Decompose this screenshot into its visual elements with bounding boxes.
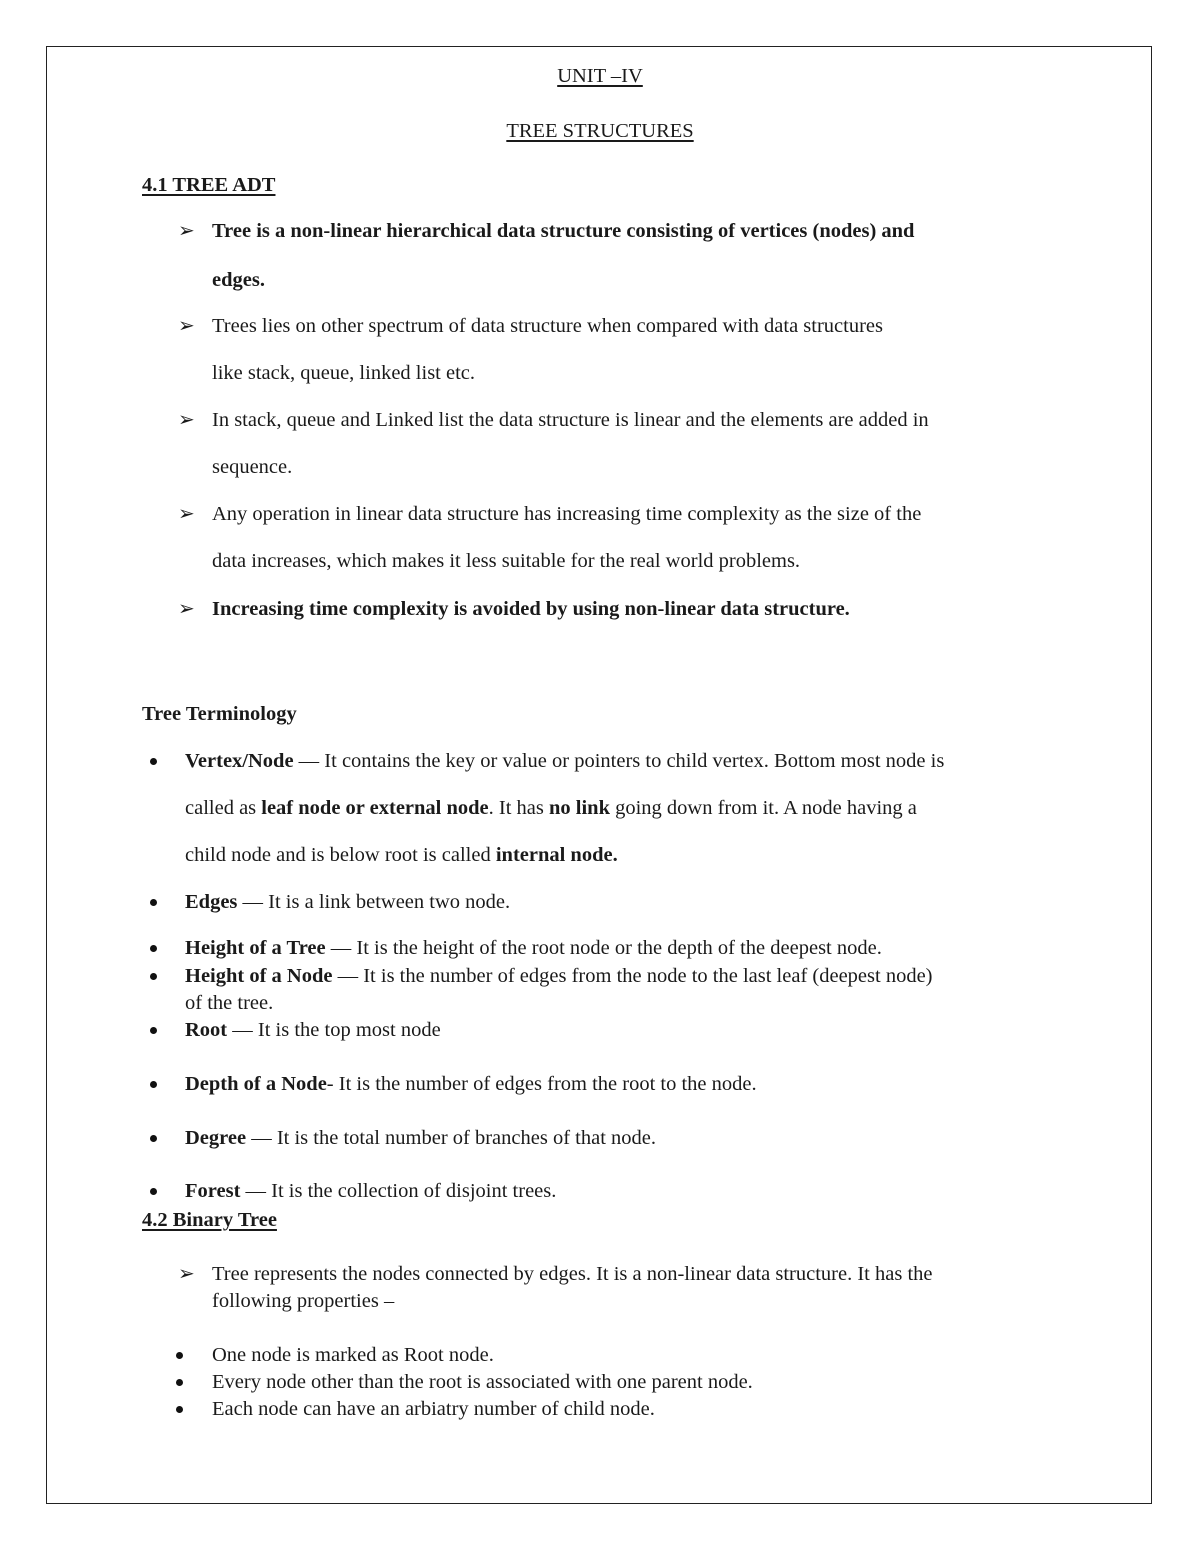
term-height-node: Height of a Node — It is the number of edges from the node to the last leaf (deepest node) bbox=[185, 965, 933, 987]
list-item-continuation: like stack, queue, linked list etc. bbox=[212, 362, 476, 384]
term-root: Root — It is the top most node bbox=[185, 1019, 441, 1041]
term-forest: Forest — It is the collection of disjoint trees. bbox=[185, 1180, 557, 1202]
bullet-dot-icon bbox=[176, 1406, 183, 1413]
term-vertex-line2: called as leaf node or external node. It has no link going down from it. A node having a bbox=[185, 797, 917, 819]
bullet-dot-icon bbox=[150, 1135, 157, 1142]
term-height-node-line2: of the tree. bbox=[185, 992, 274, 1014]
list-item: Increasing time complexity is avoided by using non-linear data structure. bbox=[212, 598, 850, 620]
bullet-dot-icon bbox=[150, 899, 157, 906]
list-item: Trees lies on other spectrum of data structure when compared with data structures bbox=[212, 315, 883, 337]
term-vertex-line3: child node and is below root is called internal node. bbox=[185, 844, 618, 866]
term-height-tree: Height of a Tree — It is the height of the root node or the depth of the deepest node. bbox=[185, 937, 882, 959]
term-vertex: Vertex/Node — It contains the key or value or pointers to child vertex. Bottom most node is bbox=[185, 750, 945, 772]
bullet-dot-icon bbox=[150, 973, 157, 980]
bullet-dot-icon bbox=[176, 1379, 183, 1386]
list-item: Every node other than the root is associated with one parent node. bbox=[212, 1371, 753, 1393]
arrow-bullet-icon: ➢ bbox=[178, 503, 195, 525]
arrow-bullet-icon: ➢ bbox=[178, 598, 195, 620]
list-item: Tree represents the nodes connected by edges. It is a non-linear data structure. It has the bbox=[212, 1263, 933, 1285]
bullet-dot-icon bbox=[150, 758, 157, 765]
page-title: TREE STRUCTURES bbox=[506, 120, 694, 142]
bullet-dot-icon bbox=[150, 1188, 157, 1195]
arrow-bullet-icon: ➢ bbox=[178, 315, 195, 337]
list-item-continuation: following properties – bbox=[212, 1290, 395, 1312]
arrow-bullet-icon: ➢ bbox=[178, 1263, 195, 1285]
list-item: Any operation in linear data structure has increasing time complexity as the size of the bbox=[212, 503, 922, 525]
section-heading-tree-adt: 4.1 TREE ADT bbox=[142, 174, 276, 196]
section-heading-binary-tree: 4.2 Binary Tree bbox=[142, 1209, 277, 1231]
list-item-continuation: data increases, which makes it less suitable for the real world problems. bbox=[212, 550, 801, 572]
bullet-dot-icon bbox=[150, 945, 157, 952]
list-item-continuation: sequence. bbox=[212, 456, 293, 478]
arrow-bullet-icon: ➢ bbox=[178, 220, 195, 242]
term-depth: Depth of a Node- It is the number of edges from the root to the node. bbox=[185, 1073, 757, 1095]
list-item: In stack, queue and Linked list the data structure is linear and the elements are added in bbox=[212, 409, 929, 431]
list-item: Each node can have an arbiatry number of child node. bbox=[212, 1398, 655, 1420]
bullet-dot-icon bbox=[150, 1027, 157, 1034]
term-degree: Degree — It is the total number of branches of that node. bbox=[185, 1127, 656, 1149]
list-item-continuation: edges. bbox=[212, 269, 265, 291]
bullet-dot-icon bbox=[150, 1081, 157, 1088]
arrow-bullet-icon: ➢ bbox=[178, 409, 195, 431]
unit-title: UNIT –IV bbox=[557, 65, 643, 87]
terminology-heading: Tree Terminology bbox=[142, 703, 297, 725]
list-item: One node is marked as Root node. bbox=[212, 1344, 494, 1366]
list-item: Tree is a non-linear hierarchical data structure consisting of vertices (nodes) and bbox=[212, 220, 915, 242]
bullet-dot-icon bbox=[176, 1352, 183, 1359]
term-edges: Edges — It is a link between two node. bbox=[185, 891, 511, 913]
